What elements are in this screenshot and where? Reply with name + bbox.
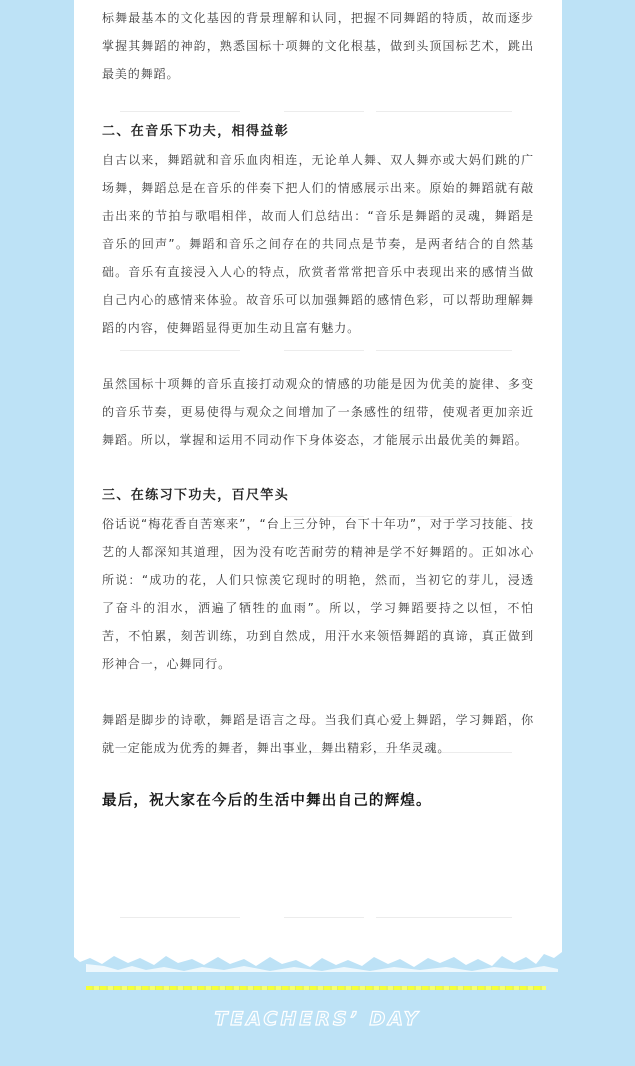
intro-paragraph-tail: 标舞最基本的文化基因的背景理解和认同，把握不同舞蹈的特质，故而逐步掌握其舞蹈的神韵，熟悉国标十项舞的文化根基，做到头顶国标艺术，跳出最美的舞蹈。	[102, 11, 534, 81]
section-practice-paragraph-2: 舞蹈是脚步的诗歌，舞蹈是语言之母。当我们真心爱上舞蹈，学习舞蹈，你就一定能成为优秀的舞者，舞出事业，舞出精彩，升华灵魂。	[102, 713, 534, 755]
section-music-paragraph-2: 虽然国标十项舞的音乐直接打动观众的情感的功能是因为优美的旋律、多变的音乐节奏，更易使得与观众之间增加了一条感性的纽带，使观者更加亲近舞蹈。所以，掌握和运用不同动作下身体姿态，才能展示出最优美的舞蹈。	[102, 377, 534, 447]
decorative-strip	[86, 986, 546, 990]
section-music-paragraph-1: 自古以来，舞蹈就和音乐血肉相连，无论单人舞、双人舞亦或大妈们跳的广场舞，舞蹈总是在音乐的伴奏下把人们的情感展示出来。原始的舞蹈就有敲击出来的节拍与歌唱相伴，故而人们总结出：“音乐是舞蹈的灵魂，舞蹈是音乐的回声”。舞蹈和音乐之间存在的共同点是节奏，是两者结合的自然基础。音乐有直接浸入人心的特点，欣赏者常常把音乐中表现出来的感情当做自己内心的感情来体验。故音乐可以加强舞蹈的感情色彩，可以帮助理解舞蹈的内容，使舞蹈显得更加生动且富有魅力。	[102, 153, 534, 335]
footer-title: TEACHERS’ DAY	[214, 1008, 421, 1030]
article-card	[74, 0, 562, 952]
torn-paper-edge	[74, 930, 562, 974]
article-content	[102, 0, 534, 812]
closing-wish: 最后，祝大家在今后的生活中舞出自己的辉煌。	[102, 793, 432, 809]
divider-line	[376, 917, 512, 918]
divider-line	[120, 917, 240, 918]
section-heading-practice: 三、在练习下功夫，百尺竿头	[102, 488, 290, 503]
section-heading-music: 二、在音乐下功夫，相得益彰	[102, 124, 290, 139]
divider-line	[284, 917, 364, 918]
section-practice-paragraph-1: 俗话说“梅花香自苦寒来”，“台上三分钟，台下十年功”，对于学习技能、技艺的人都深知其道理，因为没有吃苦耐劳的精神是学不好舞蹈的。正如冰心所说：“成功的花，人们只惊羡它现时的明艳，然而，当初它的芽儿，浸透了奋斗的泪水，洒遍了牺牲的血雨”。所以，学习舞蹈要持之以恒，不怕苦，不怕累，刻苦训练，功到自然成，用汗水来领悟舞蹈的真谛，真正做到形神合一，心舞同行。	[102, 517, 534, 671]
